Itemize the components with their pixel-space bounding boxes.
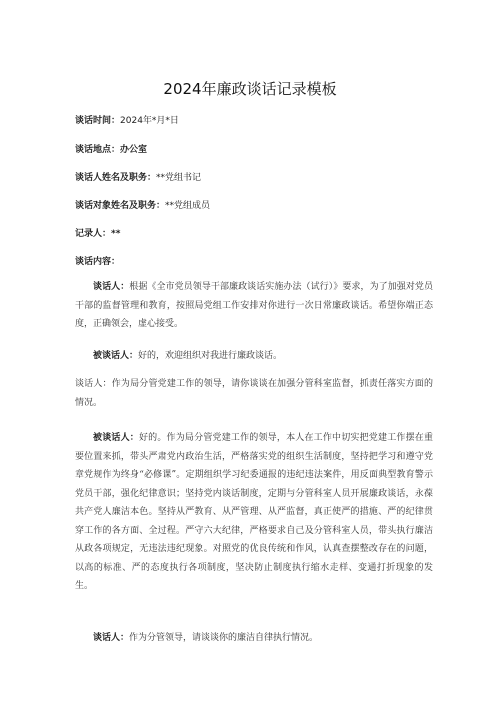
- paragraph-2-text: 好的，欢迎组织对我进行廉政谈话。: [138, 351, 283, 361]
- paragraph-1-text: 根据《全市党员领导干部廉政谈话实施办法（试行）》要求，为了加强对党员干部的监督管理和教育，按照局党组工作安排对你进行一次日常廉政谈话。希望你端正态度，正确领会，虚心接受。: [75, 282, 433, 329]
- meta-speaker: [75, 170, 201, 183]
- paragraph-3-text: 谈话人：作为局分管党建工作的领导，请你谈谈在加强分管科室监督，抓责任落实方面的情况。: [75, 379, 433, 408]
- meta-target: [75, 198, 210, 211]
- meta-speaker-label: 谈话人姓名及职务：: [75, 173, 157, 183]
- paragraph-4: [75, 429, 433, 596]
- meta-place: [75, 142, 147, 155]
- meta-speaker-value: **党组书记: [156, 173, 202, 183]
- meta-content-label: 谈话内容：: [75, 257, 121, 267]
- paragraph-5: [75, 629, 433, 648]
- paragraph-5-speaker: 谈话人：: [93, 633, 130, 643]
- meta-content: [75, 254, 120, 267]
- paragraph-1: [75, 278, 433, 334]
- paragraph-2: [75, 347, 433, 366]
- document-title: 2024年廉政谈话记录模板: [163, 80, 337, 98]
- meta-recorder: [75, 226, 120, 239]
- meta-target-label: 谈话对象姓名及职务：: [75, 201, 166, 211]
- meta-recorder-value: **: [111, 229, 121, 239]
- meta-time-value: 2024年*月*日: [120, 116, 179, 126]
- paragraph-1-speaker: 谈话人：: [93, 282, 130, 292]
- meta-place-label: 谈话地点：: [75, 145, 121, 155]
- meta-time-label: 谈话时间：: [75, 116, 121, 126]
- paragraph-3: [75, 375, 433, 412]
- meta-target-value: **党组成员: [165, 201, 211, 211]
- paragraph-4-speaker: 被谈话人：: [93, 433, 139, 443]
- meta-place-value: 办公室: [120, 145, 148, 155]
- meta-recorder-label: 记录人：: [75, 229, 112, 239]
- meta-time: [75, 113, 179, 126]
- paragraph-2-speaker: 被谈话人：: [93, 351, 139, 361]
- paragraph-5-text: 作为分管领导，请谈谈你的廉洁自律执行情况。: [129, 633, 319, 643]
- paragraph-4-text: 好的。作为局分管党建工作的领导，本人在工作中切实把党建工作摆在重要位置来抓，带头严肃党内政治生活，严格落实党的组织生活制度，坚持把学习和遵守党章党规作为终身“必修课”。定期组织学习纪委通报的违纪违法案件，用反面典型教育警示党员干部，强化纪律意识；坚持党内谈话制度，定期与分管科室人员开展廉政谈话，永葆共产党人廉洁本色。坚持从严教育、从严管理、从严监督，真正使严的措施、严的纪律贯穿工作的各方面、全过程。严守六大纪律，严格要求自己及分管科室人员，带头执行廉洁从政各项规定，无违法违纪现象。对照党的优良传统和作风，认真查摆整改存在的问题，以高的标准、严的态度执行各项制度，坚决防止制度执行缩水走样、变通打折现象的发生。: [75, 433, 433, 591]
